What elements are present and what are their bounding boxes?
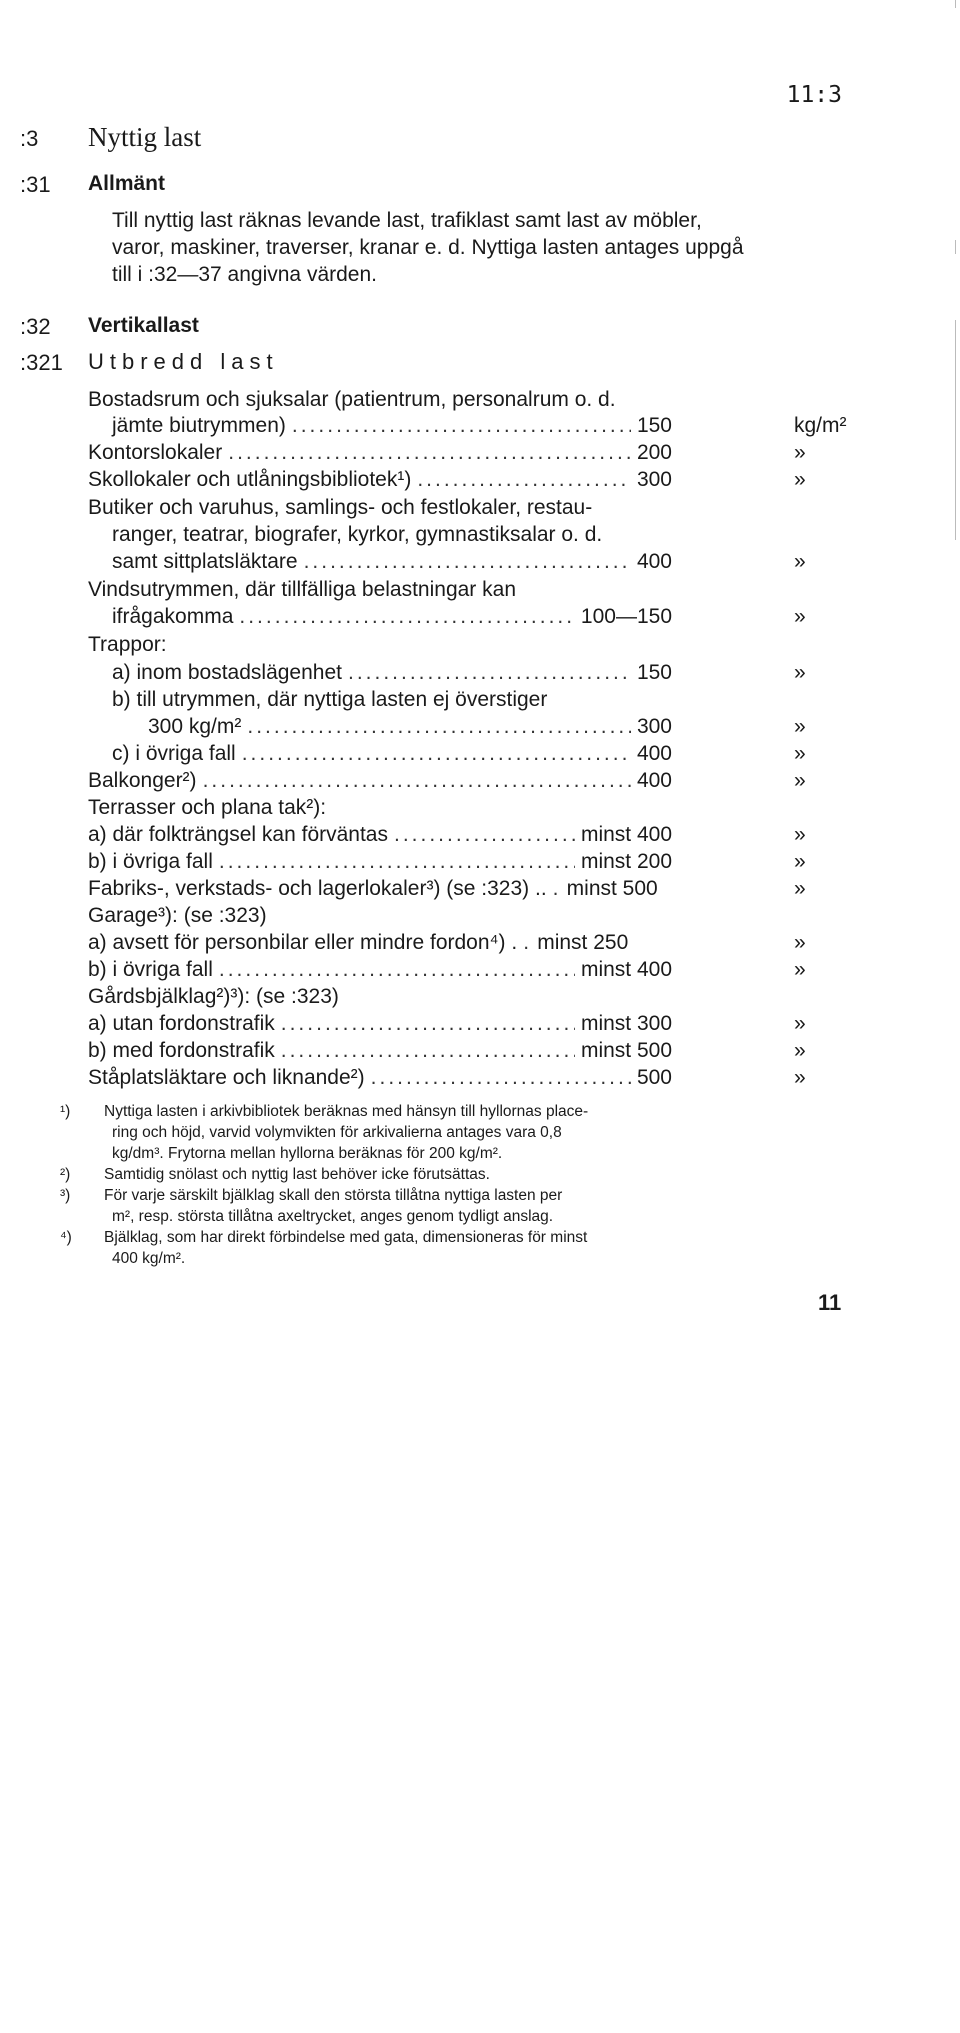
leader-dots bbox=[247, 715, 631, 739]
leader-dots bbox=[239, 605, 575, 629]
load-value: 150 bbox=[636, 661, 672, 684]
load-value: minst 200 bbox=[580, 850, 672, 873]
footnote-line: ring och höjd, varvid volymvikten för arkivalierna antages vara 0,8 bbox=[112, 1124, 562, 1141]
footnote-line: Samtidig snölast och nyttig last behöver icke förutsättas. bbox=[104, 1166, 490, 1183]
load-label: b) med fordonstrafik bbox=[88, 1039, 275, 1062]
footnote-marker: ³) bbox=[60, 1187, 71, 1204]
load-unit: » bbox=[794, 468, 806, 491]
load-row bbox=[148, 715, 672, 742]
intro-line: varor, maskiner, traverser, kranar e. d. Nyttiga lasten antages uppgå bbox=[112, 236, 744, 259]
load-label: c) i övriga fall bbox=[112, 742, 236, 765]
leader-dots bbox=[394, 823, 575, 847]
load-value: 400 bbox=[636, 769, 672, 792]
footnote-line: För varje särskilt bjälklag skall den största tillåtna nyttiga lasten per bbox=[104, 1187, 563, 1204]
section-number-32: :32 bbox=[20, 314, 51, 339]
load-value: minst 250 bbox=[537, 931, 629, 954]
load-row bbox=[112, 414, 672, 441]
load-row bbox=[88, 958, 672, 985]
leader-dots bbox=[523, 931, 531, 955]
load-row bbox=[88, 823, 672, 850]
leader-dots bbox=[348, 661, 631, 685]
footnote-marker: ¹) bbox=[60, 1103, 71, 1120]
scan-edge-mark bbox=[955, 0, 956, 8]
load-row bbox=[112, 605, 672, 632]
text-line: Bostadsrum och sjuksalar (patientrum, personalrum o. d. bbox=[88, 388, 616, 411]
load-label: Balkonger²) bbox=[88, 769, 197, 792]
section-number-31: :31 bbox=[20, 172, 51, 197]
load-unit: » bbox=[794, 550, 806, 573]
footnote-line: 400 kg/m². bbox=[112, 1250, 186, 1267]
footer-page-number: 11 bbox=[818, 1290, 842, 1315]
load-unit: » bbox=[794, 715, 806, 738]
text-line: b) till utrymmen, där nyttiga lasten ej överstiger bbox=[112, 688, 548, 711]
load-label: jämte biutrymmen) bbox=[112, 414, 286, 437]
load-value: minst 400 bbox=[580, 823, 672, 846]
load-value: 300 bbox=[636, 715, 672, 738]
load-value: 400 bbox=[636, 742, 672, 765]
intro-line: till i :32—37 angivna värden. bbox=[112, 263, 377, 286]
section-title-3: Nyttig last bbox=[88, 122, 202, 152]
leader-dots bbox=[219, 958, 575, 982]
load-unit: » bbox=[794, 1012, 806, 1035]
scan-edge-mark bbox=[955, 240, 956, 254]
load-row bbox=[112, 550, 672, 577]
footnote-marker: ⁴) bbox=[60, 1229, 72, 1246]
load-label: ifrågakomma bbox=[112, 605, 234, 628]
footnote-line: m², resp. största tillåtna axeltrycket, anges genom tydligt anslag. bbox=[112, 1208, 554, 1225]
load-value: 150 bbox=[636, 414, 672, 437]
load-unit: » bbox=[794, 877, 806, 900]
load-row bbox=[88, 877, 672, 904]
leader-dots bbox=[281, 1012, 575, 1036]
leader-dots bbox=[553, 877, 561, 901]
load-value: minst 500 bbox=[580, 1039, 672, 1062]
load-row bbox=[88, 1012, 672, 1039]
load-label: samt sittplatsläktare bbox=[112, 550, 298, 573]
load-value: 500 bbox=[636, 1066, 672, 1089]
text-line: Gårdsbjälklag²)³): (se :323) bbox=[88, 985, 339, 1008]
section-title-321: Utbredd last bbox=[88, 349, 279, 374]
leader-dots bbox=[281, 1039, 575, 1063]
load-value: 100—150 bbox=[580, 605, 672, 628]
load-label: b) i övriga fall bbox=[88, 958, 213, 981]
section-title-31: Allmänt bbox=[88, 172, 166, 195]
load-row bbox=[88, 1039, 672, 1066]
load-unit: » bbox=[794, 1039, 806, 1062]
load-value: minst 500 bbox=[566, 877, 658, 900]
load-row bbox=[88, 931, 672, 958]
load-unit: » bbox=[794, 769, 806, 792]
load-row bbox=[112, 661, 672, 688]
load-label: 300 kg/m² bbox=[148, 715, 242, 738]
leader-dots bbox=[417, 468, 631, 492]
footnote-line: Bjälklag, som har direkt förbindelse med gata, dimensioneras för minst bbox=[104, 1229, 588, 1246]
leader-dots bbox=[242, 742, 631, 766]
load-unit: » bbox=[794, 742, 806, 765]
load-unit: » bbox=[794, 661, 806, 684]
load-label: Fabriks-, verkstads- och lagerlokaler³) (se :323) .. bbox=[88, 877, 547, 900]
leader-dots bbox=[203, 769, 631, 793]
leader-dots bbox=[304, 550, 631, 574]
load-unit: kg/m² bbox=[794, 414, 847, 437]
load-unit: » bbox=[794, 850, 806, 873]
load-unit: » bbox=[794, 823, 806, 846]
leader-dots bbox=[219, 850, 575, 874]
load-value: 200 bbox=[636, 441, 672, 464]
load-row bbox=[88, 1066, 672, 1093]
load-value: minst 300 bbox=[580, 1012, 672, 1035]
intro-line: Till nyttig last räknas levande last, trafiklast samt last av möbler, bbox=[112, 209, 702, 232]
text-line: ranger, teatrar, biografer, kyrkor, gymnastiksalar o. d. bbox=[112, 523, 603, 546]
text-line: Vindsutrymmen, där tillfälliga belastningar kan bbox=[88, 578, 516, 601]
footnote-line: kg/dm³. Frytorna mellan hyllorna beräknas för 200 kg/m². bbox=[112, 1145, 503, 1162]
load-unit: » bbox=[794, 441, 806, 464]
load-value: minst 400 bbox=[580, 958, 672, 981]
intro-paragraph bbox=[112, 207, 852, 288]
load-unit: » bbox=[794, 931, 806, 954]
load-value: 400 bbox=[636, 550, 672, 573]
load-label: Kontorslokaler bbox=[88, 441, 223, 464]
text-line: Butiker och varuhus, samlings- och festlokaler, restau- bbox=[88, 496, 593, 519]
load-label: a) avsett för personbilar eller mindre fordon⁴) . bbox=[88, 931, 518, 954]
load-label: b) i övriga fall bbox=[88, 850, 213, 873]
load-row bbox=[88, 769, 672, 796]
page-number: 11:3 bbox=[786, 82, 842, 108]
text-line: Terrasser och plana tak²): bbox=[88, 796, 327, 819]
load-row bbox=[112, 742, 672, 769]
leader-dots bbox=[371, 1066, 631, 1090]
load-label: Skollokaler och utlåningsbibliotek¹) bbox=[88, 468, 412, 491]
load-label: a) inom bostadslägenhet bbox=[112, 661, 342, 684]
load-row bbox=[88, 850, 672, 877]
load-unit: » bbox=[794, 1066, 806, 1089]
section-number-3: :3 bbox=[20, 126, 39, 151]
load-row bbox=[88, 468, 672, 495]
load-label: Ståplatsläktare och liknande²) bbox=[88, 1066, 365, 1089]
load-label: a) där folkträngsel kan förväntas bbox=[88, 823, 388, 846]
load-unit: » bbox=[794, 958, 806, 981]
load-row bbox=[88, 441, 672, 468]
footnote-marker: ²) bbox=[60, 1166, 71, 1183]
load-label: a) utan fordonstrafik bbox=[88, 1012, 275, 1035]
scan-edge-mark bbox=[955, 320, 956, 540]
footnote-line: Nyttiga lasten i arkivbibliotek beräknas med hänsyn till hyllornas place- bbox=[104, 1103, 589, 1120]
section-number-321: :321 bbox=[20, 350, 63, 375]
leader-dots bbox=[292, 414, 631, 438]
text-line: Trappor: bbox=[88, 633, 167, 656]
load-unit: » bbox=[794, 605, 806, 628]
load-value: 300 bbox=[636, 468, 672, 491]
leader-dots bbox=[228, 441, 631, 465]
text-line: Garage³): (se :323) bbox=[88, 904, 267, 927]
section-title-32: Vertikallast bbox=[88, 314, 199, 337]
